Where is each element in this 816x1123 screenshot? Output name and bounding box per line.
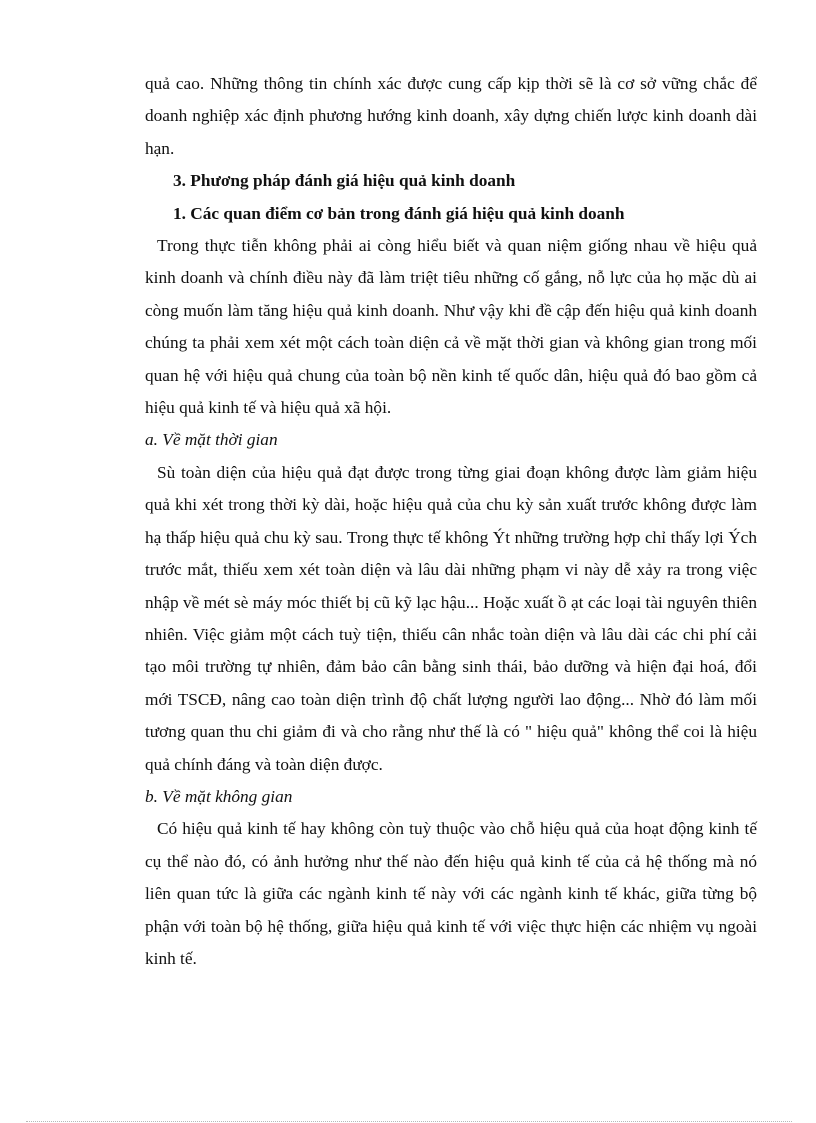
continuation-paragraph: quả cao. Những thông tin chính xác được cung cấp kịp thời sẽ là cơ sở vững chắc để doanh nghiệp xác định phương hướng kinh doanh, xây dựng chiến lược kinh doanh dài hạn.	[145, 74, 757, 158]
subsection-heading: 1. Các quan điểm cơ bản trong đánh giá hiệu quả kinh doanh	[173, 203, 625, 223]
space-subheading: b. Về mặt không gian	[145, 786, 293, 806]
time-paragraph: Sù toàn diện của hiệu quả đạt được trong từng giai đoạn không được làm giảm hiệu quả khi xét trong thời kỳ dài, hoặc hiệu quả của chu kỳ sản xuất trước không được làm hạ thấp hiệu quả chu kỳ sau. Trong thực tế không Ýt những trường hợp chỉ thấy lợi Ých trước mắt, thiếu xem xét toàn diện và lâu dài những phạm vi này dễ xảy ra trong việc nhập về mét sè máy móc thiết bị cũ kỹ lạc hậu... Hoặc xuất ồ ạt các loại tài nguyên thiên nhiên. Việc giảm một cách tuỳ tiện, thiếu cân nhắc toàn diện và lâu dài các chi phí cải tạo môi trường tự nhiên, đảm bảo cân bằng sinh thái, bảo dưỡng và hiện đại hoá, đổi mới TSCĐ, nâng cao toàn diện trình độ chất lượng người lao động... Nhờ đó làm mối tương quan thu chi giảm đi và cho rằng như thế là có " hiệu quả" không thể coi là hiệu quả chính đáng và toàn diện được.	[145, 462, 757, 774]
time-subheading: a. Về mặt thời gian	[145, 430, 278, 450]
intro-paragraph: Trong thực tiễn không phải ai còng hiểu biết và quan niệm giống nhau về hiệu quả kinh doanh và chính điều này đã làm triệt tiêu những cố gắng, nỗ lực của họ mặc dù ai còng muốn làm tăng hiệu quả kinh doanh. Như vậy khi đề cập đến hiệu quả kinh doanh chúng ta phải xem xét một cách toàn diện cả về mặt thời gian và không gian trong mối quan hệ với hiệu quả chung của toàn bộ nền kinh tế quốc dân, hiệu quả đó bao gồm cả hiệu quả kinh tế và hiệu quả xã hội.	[145, 236, 757, 418]
page-bottom-divider	[26, 1121, 792, 1122]
section-heading: 3. Phương pháp đánh giá hiệu quả kinh doanh	[173, 171, 516, 191]
document-body	[145, 68, 757, 975]
space-paragraph: Có hiệu quả kinh tế hay không còn tuỳ thuộc vào chỗ hiệu quả của hoạt động kinh tế cụ thể nào đó, có ảnh hưởng như thế nào đến hiệu quả kinh tế của cả hệ thống mà nó liên quan tức là giữa các ngành kinh tế này với các ngành kinh tế khác, giữa từng bộ phận với toàn bộ hệ thống, giữa hiệu quả kinh tế với việc thực hiện các nhiệm vụ ngoài kinh tế.	[145, 819, 757, 968]
